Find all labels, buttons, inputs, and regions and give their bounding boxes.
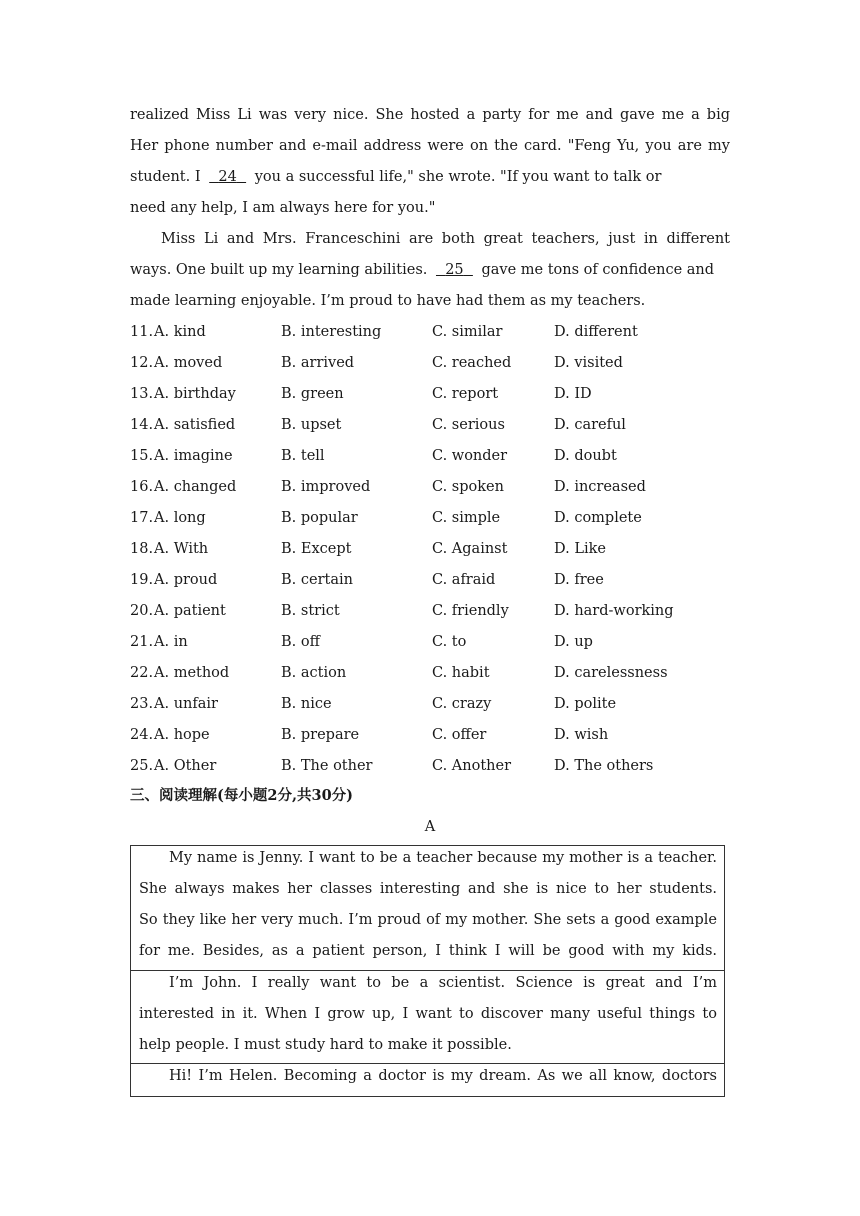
passage-line: realized Miss Li was very nice. She hosted a party for me and gave me a big — [130, 107, 730, 123]
passage-line-end: gave me tons of confidence and — [481, 262, 715, 278]
question-number: 15. — [130, 448, 154, 464]
option-a: A. proud — [154, 572, 218, 588]
option-c: C. spoken — [432, 479, 504, 495]
question-number: 12. — [130, 355, 154, 371]
passage-line-start: ways. One built up my learning abilities. — [130, 262, 428, 278]
question-number: 23. — [130, 696, 154, 712]
option-b: B. improved — [281, 479, 371, 495]
table-line: So they like her very much. I’m proud of my mother. She sets a good example — [139, 912, 717, 928]
table-line: She always makes her classes interesting and she is nice to her students. — [139, 881, 717, 897]
section-title: 三、阅读理解(每小题2分,共30分) — [130, 787, 354, 804]
blank-24 — [205, 169, 250, 185]
question-number: 11. — [130, 324, 154, 340]
question-number: 25. — [130, 758, 154, 774]
question-number: 16. — [130, 479, 154, 495]
option-d: D. different — [554, 324, 638, 340]
option-a: A. hope — [154, 727, 210, 743]
option-d: D. careful — [554, 417, 626, 433]
option-b: B. arrived — [281, 355, 355, 371]
passage-line — [130, 260, 730, 280]
question-number: 24. — [130, 727, 154, 743]
option-a: A. changed — [154, 479, 237, 495]
option-c: C. to — [432, 634, 467, 650]
table-row-jenny — [131, 846, 724, 971]
option-d: D. complete — [554, 510, 642, 526]
option-c: C. crazy — [432, 696, 492, 712]
option-b: B. off — [281, 634, 320, 650]
reading-table — [130, 845, 725, 1097]
option-a: A. patient — [154, 603, 226, 619]
option-d: D. hard-working — [554, 603, 674, 619]
passage-line-indented: Miss Li and Mrs. Franceschini are both great teachers, just in different — [161, 231, 730, 247]
option-a: A. imagine — [154, 448, 233, 464]
option-d: D. wish — [554, 727, 609, 743]
option-a: A. With — [154, 541, 209, 557]
option-b: B. Except — [281, 541, 352, 557]
question-number: 20. — [130, 603, 154, 619]
option-d: D. polite — [554, 696, 617, 712]
option-a: A. unfair — [154, 696, 218, 712]
passage-line-end: you a successful life," she wrote. "If you want to talk or — [254, 169, 662, 185]
passage-line-start: student. I — [130, 169, 201, 185]
option-d: D. doubt — [554, 448, 617, 464]
question-number: 13. — [130, 386, 154, 402]
passage-line: made learning enjoyable. I’m proud to have had them as my teachers. — [130, 293, 646, 309]
option-c: C. similar — [432, 324, 503, 340]
option-b: B. tell — [281, 448, 325, 464]
passage-line: Her phone number and e-mail address were on the card. "Feng Yu, you are my — [130, 138, 730, 154]
option-d: D. visited — [554, 355, 623, 371]
option-c: C. Against — [432, 541, 508, 557]
question-number: 21. — [130, 634, 154, 650]
option-c: C. habit — [432, 665, 490, 681]
option-b: B. certain — [281, 572, 353, 588]
option-b: B. action — [281, 665, 347, 681]
option-c: C. friendly — [432, 603, 509, 619]
option-a: A. birthday — [154, 386, 236, 402]
option-b: B. green — [281, 386, 344, 402]
option-d: D. increased — [554, 479, 646, 495]
option-a: A. satisfied — [154, 417, 236, 433]
passage-line — [130, 167, 730, 187]
option-b: B. upset — [281, 417, 342, 433]
question-number: 18. — [130, 541, 154, 557]
blank-25-number: 25 — [445, 262, 464, 278]
table-line: I’m John. I really want to be a scientist. Science is great and I’m — [169, 975, 717, 991]
option-d: D. ID — [554, 386, 592, 402]
blank-24-number: 24 — [218, 169, 237, 185]
option-c: C. wonder — [432, 448, 508, 464]
option-b: B. The other — [281, 758, 373, 774]
option-c: C. reached — [432, 355, 512, 371]
option-a: A. in — [154, 634, 188, 650]
option-a: A. Other — [154, 758, 217, 774]
table-line: for me. Besides, as a patient person, I think I will be good with my kids. — [139, 943, 717, 959]
option-a: A. kind — [154, 324, 206, 340]
question-number: 14. — [130, 417, 154, 433]
option-d: D. up — [554, 634, 593, 650]
passage-letter: A — [424, 819, 436, 835]
option-b: B. popular — [281, 510, 358, 526]
option-d: D. carelessness — [554, 665, 668, 681]
option-b: B. nice — [281, 696, 332, 712]
option-b: B. interesting — [281, 324, 382, 340]
question-number: 19. — [130, 572, 154, 588]
option-b: B. strict — [281, 603, 340, 619]
option-c: C. afraid — [432, 572, 496, 588]
table-line: My name is Jenny. I want to be a teacher because my mother is a teacher. — [169, 850, 717, 866]
option-a: A. long — [154, 510, 206, 526]
table-line: interested in it. When I grow up, I want to discover many useful things to — [139, 1006, 717, 1022]
option-c: C. offer — [432, 727, 487, 743]
question-number: 22. — [130, 665, 154, 681]
table-line: Hi! I’m Helen. Becoming a doctor is my dream. As we all know, doctors — [169, 1068, 717, 1084]
table-row-helen — [131, 1064, 724, 1096]
blank-25 — [432, 262, 477, 278]
option-a: A. moved — [154, 355, 223, 371]
option-b: B. prepare — [281, 727, 360, 743]
table-row-john — [131, 971, 724, 1064]
option-a: A. method — [154, 665, 230, 681]
option-d: D. The others — [554, 758, 654, 774]
option-d: D. free — [554, 572, 604, 588]
option-c: C. serious — [432, 417, 505, 433]
option-c: C. report — [432, 386, 499, 402]
option-d: D. Like — [554, 541, 606, 557]
option-c: C. Another — [432, 758, 512, 774]
option-c: C. simple — [432, 510, 501, 526]
table-line: help people. I must study hard to make it possible. — [139, 1037, 512, 1053]
passage-line: need any help, I am always here for you." — [130, 200, 436, 216]
question-number: 17. — [130, 510, 154, 526]
